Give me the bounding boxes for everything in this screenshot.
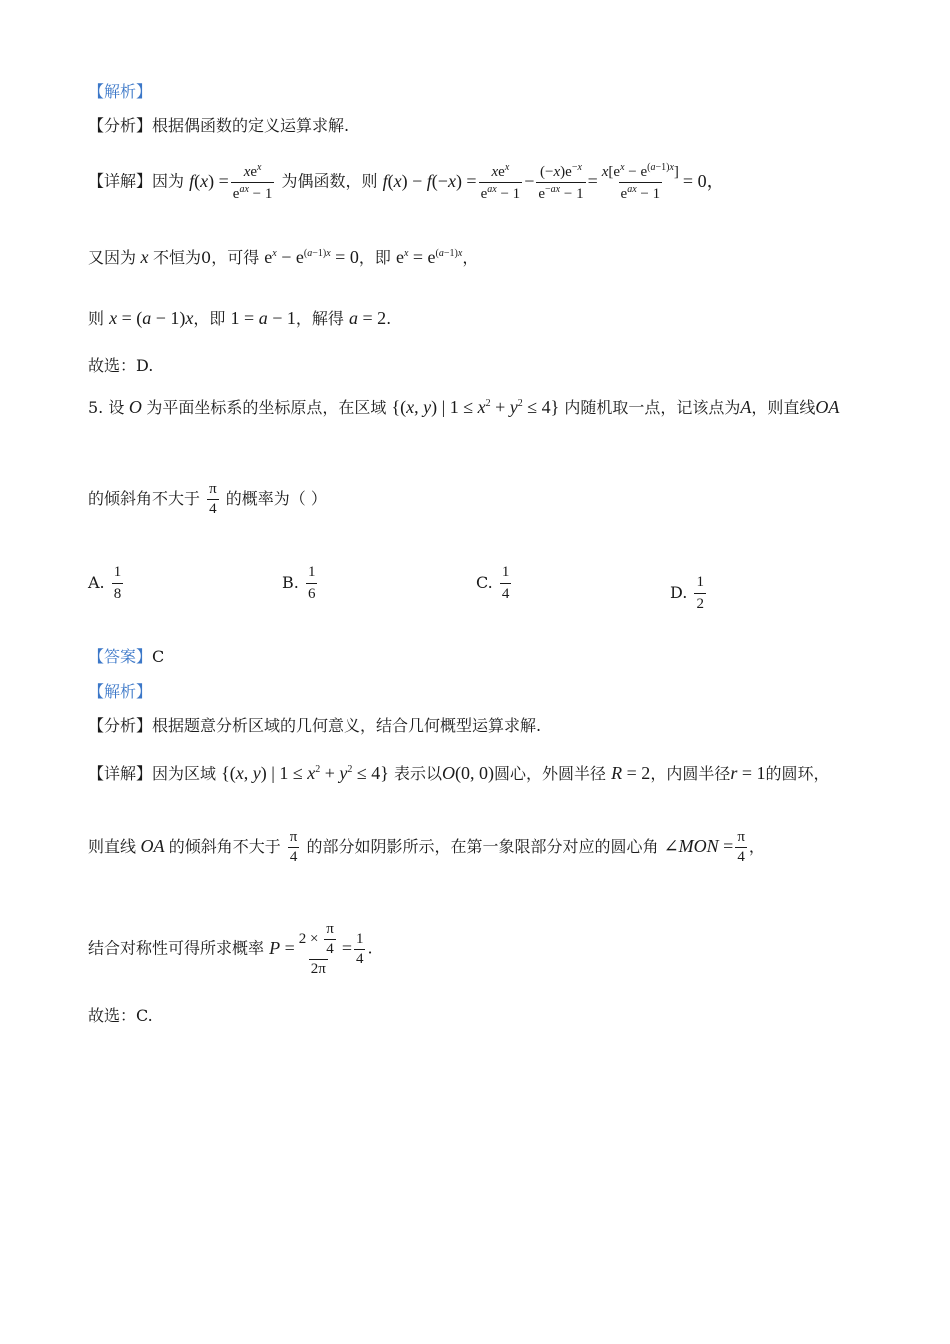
formula-exp-eq: $e^x = e^{(a-1)x}$ bbox=[395, 247, 463, 267]
q5-analysis-line: 【分析】根据题意分析区域的几何意义，结合几何概型运算求解. bbox=[88, 716, 542, 735]
formula-one-eq: 1 = a − 1 bbox=[230, 308, 296, 328]
detail-line-3: 则 x = (a − 1)x，即 1 = a − 1，解得 a = 2. bbox=[88, 308, 392, 328]
formula-probability: P = 2 × $\frac{\pi}{4}$ 2π = $\frac{1}{4}$ bbox=[269, 921, 364, 977]
jiexi-heading: 【解析】 bbox=[88, 82, 153, 101]
formula-exp-diff: $e^x - e^{(a-1)x} = 0$ bbox=[264, 247, 359, 267]
q5-stem-line-1: 5. 设 O 为平面坐标系的坐标原点，在区域 {(x, y) | $1 \le x^2 + y^2 \le 4$} 内随机取一点，记该点为A，则直线OA bbox=[88, 397, 840, 417]
choice-line-q4: 故选：D. bbox=[88, 356, 154, 375]
q5-detail-line-1: 【详解】因为区域 {(x, y) | $1 \le x^2 + y^2 \le 4$} 表示以O(0, 0)圆心，外圆半径 R = 2，内圆半径r = 1的圆环， bbox=[88, 763, 830, 783]
formula-angle-mon: ∠MON = $\frac{\pi}{4}$ bbox=[663, 829, 745, 866]
option-c[interactable]: C. $\frac{1}{4}$ bbox=[476, 564, 510, 602]
q5-jiexi-heading: 【解析】 bbox=[88, 682, 153, 701]
formula-pi-over-4: $\frac{\pi}{4}$ bbox=[209, 481, 217, 517]
choice-line-q5: 故选：C. bbox=[88, 1006, 153, 1025]
detail-tag: 【详解】 bbox=[88, 171, 153, 191]
q5-stem-line-2: 的倾斜角不大于 $\frac{\pi}{4}$ 的概率为（ ） bbox=[88, 481, 327, 517]
formula-region: {(x, y) | $1 \le x^2 + y^2 \le 4$} bbox=[391, 397, 560, 417]
option-a[interactable]: A. $\frac{1}{8}$ bbox=[88, 564, 122, 602]
formula-f-diff: f(x) − f(−x) = $\frac{xe^x}{e^{ax} - 1}$ − $\frac{(-x)e^{-x}}{e^{-ax} - 1}$ = $\frac{x[e^x - e^{(a-1)x}]}{e^{ax} - 1}$ = 0， bbox=[382, 162, 725, 202]
answer-line: 【答案】C bbox=[88, 647, 165, 666]
formula-x-eq: x = (a − 1)x bbox=[109, 308, 194, 328]
analysis-line bbox=[88, 118, 349, 134]
answer-value: C bbox=[152, 647, 165, 666]
q5-detail-line-3: 结合对称性可得所求概率 P = 2 × $\frac{\pi}{4}$ 2π = $\frac{1}{4}$ . bbox=[88, 921, 373, 977]
formula-a-eq: a = 2 bbox=[348, 308, 387, 328]
formula-region-2: {(x, y) | $1 \le x^2 + y^2 \le 4$} bbox=[221, 763, 389, 783]
option-d[interactable]: D. $\frac{1}{2}$ bbox=[670, 574, 704, 612]
q5-detail-line-2: 则直线 OA 的倾斜角不大于 $\frac{\pi}{4}$ 的部分如阴影所示，在第一象限部分对应的圆心角 ∠MON = $\frac{\pi}{4}$ ， bbox=[88, 829, 765, 866]
detail-line-1: 【详解】因为 f(x) = $\frac{xe^x}{e^{ax} - 1}$ 为偶函数，则 f(x) − f(−x) = $\frac{xe^x}{e^{ax} - 1}$ − $\frac{(-x)e^{-x}}{e^{-ax} - 1}$ = $\frac{x[e^x - e^{(a-1)x}]}{e^{ax} - 1}$ = 0， bbox=[88, 162, 725, 202]
analysis-tag: 【分析】 bbox=[88, 116, 153, 135]
option-b[interactable]: B. $\frac{1}{6}$ bbox=[282, 564, 316, 602]
detail-line-2: 又因为 x 不恒为0，可得 $e^x - e^{(a-1)x} = 0$，即 $e^x = e^{(a-1)x}$， bbox=[88, 247, 479, 267]
analysis-text: 根据偶函数的定义运算求解. bbox=[152, 116, 350, 135]
formula-f-def: f(x) = $\frac{xe^x}{e^{ax} - 1}$ bbox=[189, 162, 273, 202]
